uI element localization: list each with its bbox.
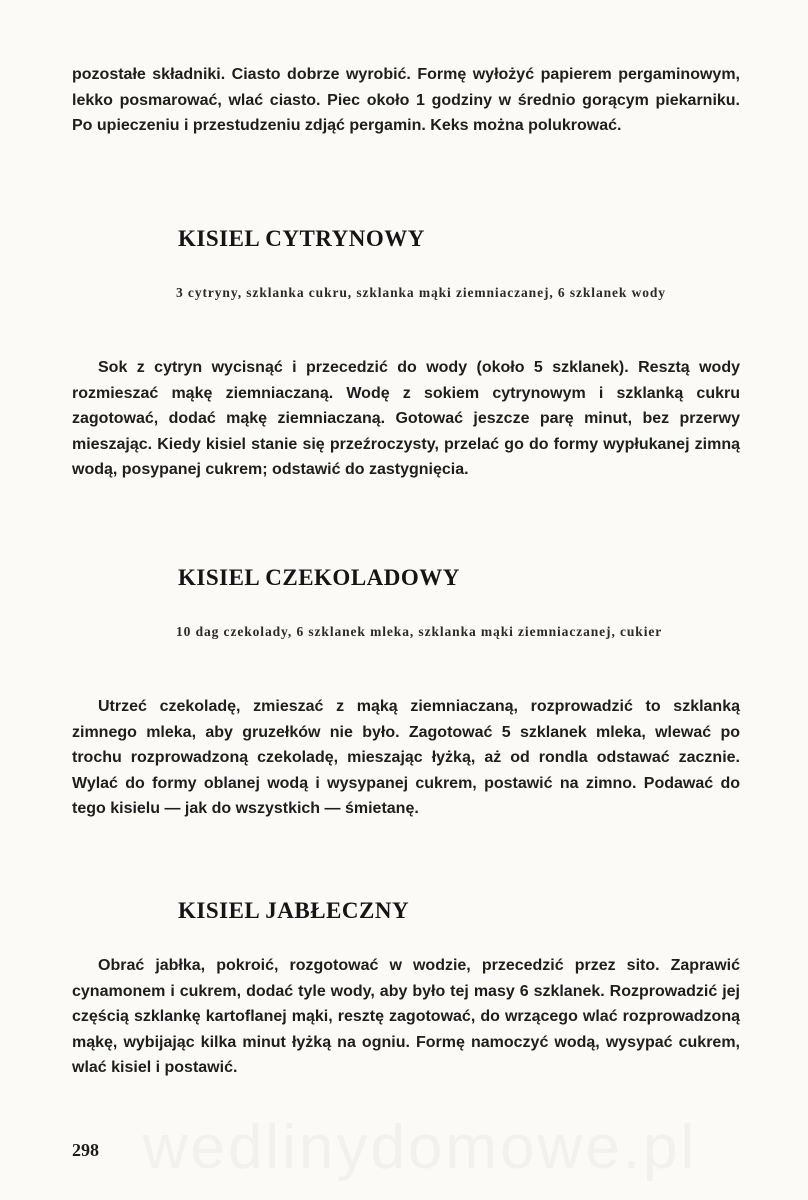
recipe-title-kisiel-cytrynowy: KISIEL CYTRYNOWY [178, 226, 425, 251]
page-number: 298 [72, 1140, 99, 1160]
instructions-kisiel-jableczny: Obrać jabłka, pokroić, rozgotować w wodzie, przecedzić przez sito. Zaprawić cynamonem i cukrem, dodać tyle wody, aby było tej masy 6 szklanek. Rozprowadzić jej częścią szklankę kartoflanej mąki, resztę zagotować, do wrzącego wlać rozprowadzoną mąkę, wybijając kilka minut łyżką na ogniu. Formę namoczyć wodą, wysypać cukrem, wlać kisiel i postawić. [72, 957, 740, 1076]
instructions-kisiel-czekoladowy: Utrzeć czekoladę, zmieszać z mąką ziemniaczaną, rozprowadzić to szklanką zimnego mleka, aby gruzełków nie było. Zagotować 5 szklanek mleka, wlewać po trochu rozprowadzoną czekoladę, mieszając łyżką, aż od rondla odstawać zacznie. Wylać do formy oblanej wodą i wysypanej cukrem, postawić na zimno. Podawać do tego kisielu — jak do wszystkich — śmietanę. [72, 698, 740, 817]
ingredients-kisiel-cytrynowy: 3 cytryny, szklanka cukru, szklanka mąki ziemniaczanej, 6 szklanek wody [176, 285, 666, 300]
intro-paragraph: pozostałe składniki. Ciasto dobrze wyrobić. Formę wyłożyć papierem pergaminowym, lekko posmarować, wlać ciasto. Piec około 1 godziny w średnio gorącym piekarniku. Po upieczeniu i przestudzeniu zdjąć pergamin. Keks można polukrować. [72, 66, 740, 134]
recipe-title-kisiel-jableczny: KISIEL JABŁECZNY [178, 898, 410, 923]
watermark: wedlinydomowe.pl [142, 1113, 698, 1182]
instructions-kisiel-cytrynowy: Sok z cytryn wycisnąć i przecedzić do wody (około 5 szklanek). Resztą wody rozmieszać mąkę ziemniaczaną. Wodę z sokiem cytrynowym i szklanką cukru zagotować, dodać mąkę ziemniaczaną. Gotować jeszcze parę minut, bez przerwy mieszając. Kiedy kisiel stanie się przeźroczysty, przelać go do formy wypłukanej zimną wodą, posypanej cukrem; odstawić do zastygnięcia. [72, 359, 740, 478]
recipe-title-kisiel-czekoladowy: KISIEL CZEKOLADOWY [178, 565, 460, 590]
ingredients-kisiel-czekoladowy: 10 dag czekolady, 6 szklanek mleka, szklanka mąki ziemniaczanej, cukier [176, 624, 663, 639]
